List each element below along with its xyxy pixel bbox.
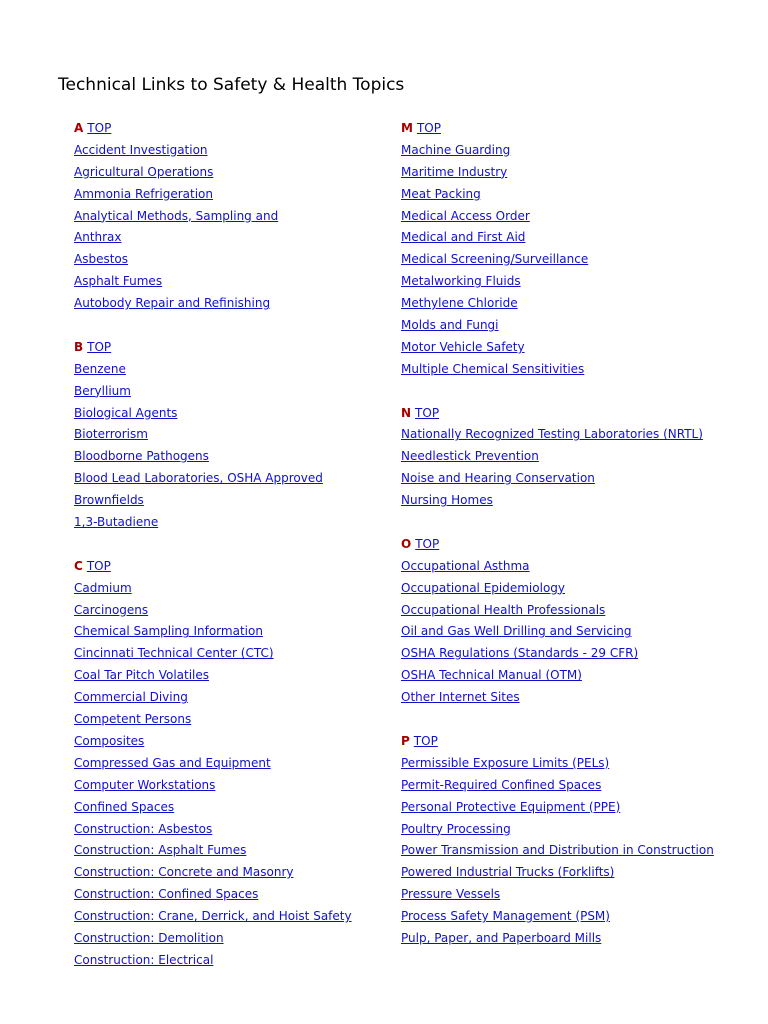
top-link[interactable]: TOP bbox=[86, 558, 111, 573]
topic-link-construction-confined-spaces[interactable]: Construction: Confined Spaces bbox=[74, 887, 259, 902]
topic-link-poultry-processing[interactable]: Poultry Processing bbox=[401, 821, 511, 836]
list-item bbox=[74, 140, 352, 162]
topic-link-osha-technical-manual-otm[interactable]: OSHA Technical Manual (OTM) bbox=[401, 668, 582, 683]
topic-link-motor-vehicle-safety[interactable]: Motor Vehicle Safety bbox=[401, 339, 525, 354]
section-p bbox=[401, 731, 714, 950]
topic-link-pressure-vessels[interactable]: Pressure Vessels bbox=[401, 887, 501, 902]
topic-link-beryllium[interactable]: Beryllium bbox=[74, 383, 131, 398]
list-item bbox=[74, 687, 352, 709]
list-item bbox=[401, 600, 714, 622]
topic-link-carcinogens[interactable]: Carcinogens bbox=[74, 602, 149, 617]
list-item bbox=[401, 315, 714, 337]
top-link[interactable]: TOP bbox=[413, 733, 438, 748]
section-n bbox=[401, 403, 714, 512]
list-item bbox=[401, 359, 714, 381]
list-item bbox=[74, 840, 352, 862]
list-item bbox=[74, 293, 352, 315]
topic-link-bioterrorism[interactable]: Bioterrorism bbox=[74, 427, 148, 442]
section-header bbox=[74, 556, 352, 578]
section-letter: N bbox=[401, 405, 412, 420]
topic-link-power-transmission-and-distribution-in-construction[interactable]: Power Transmission and Distribution in Construction bbox=[401, 843, 714, 858]
right-column bbox=[401, 118, 714, 972]
list-item bbox=[401, 884, 714, 906]
list-item bbox=[401, 337, 714, 359]
topic-link-coal-tar-pitch-volatiles[interactable]: Coal Tar Pitch Volatiles bbox=[74, 668, 210, 683]
list-item bbox=[74, 600, 352, 622]
topic-link-powered-industrial-trucks-forklifts[interactable]: Powered Industrial Trucks (Forklifts) bbox=[401, 865, 615, 880]
topic-link-chemical-sampling-information[interactable]: Chemical Sampling Information bbox=[74, 624, 263, 639]
topic-link-process-safety-management-psm[interactable]: Process Safety Management (PSM) bbox=[401, 909, 610, 924]
section-letter: C bbox=[74, 558, 83, 573]
list-item bbox=[401, 643, 714, 665]
section-header bbox=[401, 534, 714, 556]
topic-link-construction-asbestos[interactable]: Construction: Asbestos bbox=[74, 821, 213, 836]
list-item bbox=[74, 906, 352, 928]
topic-link-biological-agents[interactable]: Biological Agents bbox=[74, 405, 178, 420]
list-item bbox=[401, 840, 714, 862]
section-header bbox=[74, 118, 352, 140]
topic-link-cadmium[interactable]: Cadmium bbox=[74, 580, 132, 595]
list-item bbox=[401, 753, 714, 775]
list-item bbox=[74, 359, 352, 381]
topic-link-cincinnati-technical-center-ctc[interactable]: Cincinnati Technical Center (CTC) bbox=[74, 646, 274, 661]
list-item bbox=[74, 950, 352, 972]
topic-link-needlestick-prevention[interactable]: Needlestick Prevention bbox=[401, 449, 539, 464]
section-m bbox=[401, 118, 714, 381]
section-header bbox=[401, 731, 714, 753]
list-item bbox=[74, 709, 352, 731]
list-item bbox=[74, 381, 352, 403]
topic-link-construction-concrete-and-masonry[interactable]: Construction: Concrete and Masonry bbox=[74, 865, 294, 880]
topic-link-brownfields[interactable]: Brownfields bbox=[74, 493, 144, 508]
section-letter: O bbox=[401, 536, 412, 551]
topic-link-accident-investigation[interactable]: Accident Investigation bbox=[74, 142, 208, 157]
topic-link-metalworking-fluids[interactable]: Metalworking Fluids bbox=[401, 274, 521, 289]
section-o bbox=[401, 534, 714, 709]
list-item bbox=[74, 819, 352, 841]
topic-link-benzene[interactable]: Benzene bbox=[74, 361, 126, 376]
topic-link-personal-protective-equipment-ppe[interactable]: Personal Protective Equipment (PPE) bbox=[401, 799, 621, 814]
list-item bbox=[74, 468, 352, 490]
list-item bbox=[401, 621, 714, 643]
topic-link-construction-demolition[interactable]: Construction: Demolition bbox=[74, 930, 224, 945]
list-item bbox=[74, 227, 352, 249]
topic-link-medical-access-order[interactable]: Medical Access Order bbox=[401, 208, 530, 223]
topic-link-construction-electrical[interactable]: Construction: Electrical bbox=[74, 952, 214, 967]
list-item bbox=[74, 797, 352, 819]
section-letter: A bbox=[74, 121, 84, 135]
list-item bbox=[401, 271, 714, 293]
topic-link-ammonia-refrigeration[interactable]: Ammonia Refrigeration bbox=[74, 186, 213, 201]
list-item bbox=[74, 884, 352, 906]
topic-link-medical-screening-surveillance[interactable]: Medical Screening/Surveillance bbox=[401, 252, 589, 267]
list-item bbox=[401, 293, 714, 315]
list-item bbox=[401, 227, 714, 249]
section-header bbox=[401, 403, 714, 425]
list-item bbox=[74, 490, 352, 512]
topic-link-occupational-epidemiology[interactable]: Occupational Epidemiology bbox=[401, 580, 565, 595]
list-item bbox=[74, 271, 352, 293]
list-item bbox=[74, 643, 352, 665]
list-item bbox=[401, 490, 714, 512]
topic-link-molds-and-fungi[interactable]: Molds and Fungi bbox=[401, 318, 499, 333]
list-item bbox=[401, 468, 714, 490]
list-item bbox=[74, 928, 352, 950]
list-item bbox=[74, 206, 352, 228]
topic-link-autobody-repair-and-refinishing[interactable]: Autobody Repair and Refinishing bbox=[74, 296, 271, 311]
topic-link-blood-lead-laboratories-osha-approved[interactable]: Blood Lead Laboratories, OSHA Approved bbox=[74, 471, 323, 486]
list-item bbox=[74, 578, 352, 600]
list-item bbox=[74, 512, 352, 534]
topic-link-nationally-recognized-testing-laboratories-nrtl[interactable]: Nationally Recognized Testing Laboratories (NRTL) bbox=[401, 427, 703, 442]
list-item bbox=[401, 665, 714, 687]
top-link[interactable]: TOP bbox=[87, 121, 112, 135]
topic-link-nursing-homes[interactable]: Nursing Homes bbox=[401, 493, 493, 508]
list-item bbox=[401, 424, 714, 446]
list-item bbox=[74, 731, 352, 753]
topic-link-medical-and-first-aid[interactable]: Medical and First Aid bbox=[401, 230, 526, 245]
top-link[interactable]: TOP bbox=[87, 339, 112, 354]
topic-link-asphalt-fumes[interactable]: Asphalt Fumes bbox=[74, 274, 163, 289]
topic-link-occupational-health-professionals[interactable]: Occupational Health Professionals bbox=[401, 602, 606, 617]
top-link[interactable]: TOP bbox=[416, 121, 441, 135]
list-item bbox=[401, 162, 714, 184]
list-item bbox=[401, 687, 714, 709]
list-item bbox=[401, 578, 714, 600]
section-header bbox=[401, 118, 714, 140]
topic-link-computer-workstations[interactable]: Computer Workstations bbox=[74, 777, 216, 792]
topic-link-construction-crane-derrick-and-hoist-safety[interactable]: Construction: Crane, Derrick, and Hoist Safety bbox=[74, 909, 352, 924]
list-item bbox=[401, 556, 714, 578]
topic-link-agricultural-operations[interactable]: Agricultural Operations bbox=[74, 164, 214, 179]
list-item bbox=[74, 249, 352, 271]
list-item bbox=[401, 446, 714, 468]
topic-link-bloodborne-pathogens[interactable]: Bloodborne Pathogens bbox=[74, 449, 209, 464]
top-link[interactable]: TOP bbox=[415, 405, 440, 420]
section-letter: P bbox=[401, 733, 410, 748]
topic-link-construction-asphalt-fumes[interactable]: Construction: Asphalt Fumes bbox=[74, 843, 247, 858]
list-item bbox=[401, 906, 714, 928]
topic-link-1-3-butadiene[interactable]: 1,3-Butadiene bbox=[74, 515, 159, 530]
list-item bbox=[74, 665, 352, 687]
topic-link-occupational-asthma[interactable]: Occupational Asthma bbox=[401, 558, 530, 573]
topic-link-commercial-diving[interactable]: Commercial Diving bbox=[74, 690, 188, 705]
section-header bbox=[74, 337, 352, 359]
topic-link-methylene-chloride[interactable]: Methylene Chloride bbox=[401, 296, 518, 311]
section-c bbox=[74, 556, 352, 972]
list-item bbox=[74, 621, 352, 643]
topic-link-compressed-gas-and-equipment[interactable]: Compressed Gas and Equipment bbox=[74, 755, 271, 770]
list-item bbox=[74, 753, 352, 775]
list-item bbox=[401, 184, 714, 206]
section-b bbox=[74, 337, 352, 534]
list-item bbox=[401, 206, 714, 228]
list-item bbox=[401, 928, 714, 950]
topic-link-maritime-industry[interactable]: Maritime Industry bbox=[401, 164, 508, 179]
topic-link-analytical-methods-sampling-and[interactable]: Analytical Methods, Sampling and bbox=[74, 208, 279, 223]
list-item bbox=[74, 446, 352, 468]
left-column bbox=[74, 118, 352, 994]
section-a bbox=[74, 118, 352, 315]
section-letter: M bbox=[401, 121, 413, 135]
topic-link-asbestos[interactable]: Asbestos bbox=[74, 252, 129, 267]
list-item bbox=[401, 249, 714, 271]
list-item bbox=[401, 797, 714, 819]
list-item bbox=[401, 862, 714, 884]
list-item bbox=[401, 819, 714, 841]
list-item bbox=[401, 140, 714, 162]
section-letter: B bbox=[74, 339, 84, 354]
topic-link-permissible-exposure-limits-pels[interactable]: Permissible Exposure Limits (PELs) bbox=[401, 755, 610, 770]
list-item bbox=[74, 403, 352, 425]
list-item bbox=[401, 775, 714, 797]
topic-link-osha-regulations-standards-29-cfr[interactable]: OSHA Regulations (Standards - 29 CFR) bbox=[401, 646, 639, 661]
topic-link-machine-guarding[interactable]: Machine Guarding bbox=[401, 142, 511, 157]
list-item bbox=[74, 862, 352, 884]
topic-link-pulp-paper-and-paperboard-mills[interactable]: Pulp, Paper, and Paperboard Mills bbox=[401, 930, 602, 945]
top-link[interactable]: TOP bbox=[415, 536, 440, 551]
topic-link-composites[interactable]: Composites bbox=[74, 733, 145, 748]
list-item bbox=[74, 424, 352, 446]
page-title: Technical Links to Safety & Health Topics bbox=[58, 75, 405, 95]
topic-link-competent-persons[interactable]: Competent Persons bbox=[74, 712, 192, 727]
topic-link-multiple-chemical-sensitivities[interactable]: Multiple Chemical Sensitivities bbox=[401, 361, 585, 376]
topic-link-permit-required-confined-spaces[interactable]: Permit-Required Confined Spaces bbox=[401, 777, 602, 792]
list-item bbox=[74, 162, 352, 184]
topic-link-noise-and-hearing-conservation[interactable]: Noise and Hearing Conservation bbox=[401, 471, 595, 486]
topic-link-confined-spaces[interactable]: Confined Spaces bbox=[74, 799, 175, 814]
list-item bbox=[74, 775, 352, 797]
topic-link-other-internet-sites[interactable]: Other Internet Sites bbox=[401, 690, 520, 705]
topic-link-oil-and-gas-well-drilling-and-servicing[interactable]: Oil and Gas Well Drilling and Servicing bbox=[401, 624, 632, 639]
list-item bbox=[74, 184, 352, 206]
topic-link-anthrax[interactable]: Anthrax bbox=[74, 230, 122, 245]
topic-link-meat-packing[interactable]: Meat Packing bbox=[401, 186, 481, 201]
